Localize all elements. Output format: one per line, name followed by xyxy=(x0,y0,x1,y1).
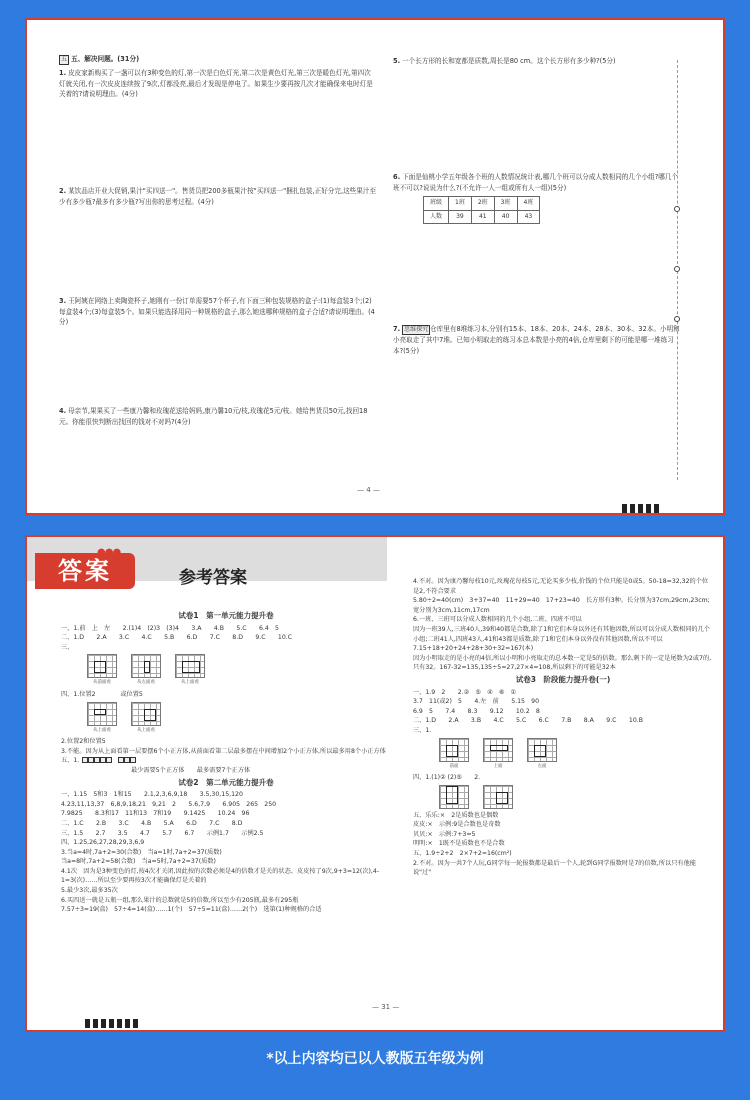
answer-line: 4.1次 因为是3种变色的灯,按4次才关闭,因此按的次数必须是4的倍数才是关的状态。皮皮按了9次,9+3=12(次),4-1=3(次)……所以至少要再按3次才能确保灯是关着的 xyxy=(61,867,380,885)
test1-title: 试卷1 第一单元能力提升卷 xyxy=(178,611,274,620)
answer-page xyxy=(25,535,725,1032)
page-number: — 4 — xyxy=(357,486,380,494)
page-number: — 31 — xyxy=(372,1003,400,1011)
binding-hole xyxy=(674,316,680,322)
answer-line: 7.9825 8.3和17 11和13 7和19 9.1425 10.24 96 xyxy=(61,810,250,818)
answer-line: 四、1.25,26,27,28,29,3,6,9 xyxy=(61,839,145,847)
view-grids: 从前面看 从左面看 从上面看 xyxy=(87,654,391,688)
answer-line: 贝贝:× 示例:7+3=5 xyxy=(413,830,476,838)
answer-line: 3.不能。因为从上面看第一层要摆6个小正方体,从前面看第二层最多摆在中间增加2个小正方体,所以最多用8个小正方体 xyxy=(61,747,386,755)
answer-line: 当a=8时,7a+2=58(合数) 当a=5时,7a+2=37(质数) xyxy=(61,858,216,866)
answers-left-column xyxy=(61,609,391,915)
answer-line: 6.9 5 7.4 8.3 9.12 10.2 8 xyxy=(413,707,540,715)
worksheet-page xyxy=(25,18,725,515)
answer-line: 三、1.5 2.7 3.5 4.7 5.7 6.7 示例1.7 示例2.5 xyxy=(61,829,264,837)
answer-header xyxy=(27,537,387,588)
corner-marks xyxy=(622,504,659,513)
answer-line: 因为一班39人,三班40人,39和40都是合数,除了1和它们本身以外还有其他因数,所以可以分成人数相同的几个小组;二班41人,四班43人,41和43都是质数,除了1和它们本身以外没有其他因数,所以不可以 xyxy=(413,625,710,643)
footnote: *以上内容均已以人教版五年级为例 xyxy=(266,1051,484,1067)
question-4: 4. 母亲节,果果买了一些康乃馨和玫瑰花送给妈妈,康乃馨10元/枝,玫瑰花5元/枝。她给售货员50元,找回18元。你能很快判断出找回的钱对不对吗?(4分) xyxy=(59,407,368,426)
answer-line: 4.23,11,13,37 6,8,9,18,21 9,21 2 5.6,7,9 6.905 265 250 xyxy=(61,800,277,808)
corner-marks xyxy=(85,1019,138,1028)
answer-line: 2.不对。因为一共7个人玩,G同学每一轮报数都是最后一个人,轮到G同学报数时是7的倍数,所以只有他能说"过" xyxy=(413,859,696,877)
answer-line: 2.位置2和位置5 xyxy=(61,738,106,746)
binding-hole xyxy=(674,206,680,212)
question-3: 3. 王阿姨在网络上卖陶瓷杯子,她刚有一份订单需要57个杯子,有下面三种包装规格的盒子:(1)每盒装3个;(2)每盒装4个;(3)每盒装5个。如果只能选择用同一种规格的盒子,那么她选哪种规格的盒子合适?请说明理由。(4分) xyxy=(59,297,375,326)
view-grids: 前面 上面 左面 xyxy=(439,738,713,772)
answer-title: 参考答案 xyxy=(179,568,247,588)
answer-line: 五、1. xyxy=(61,756,391,766)
view-grid xyxy=(527,738,557,762)
thinking-badge: 思维探究 xyxy=(404,326,429,333)
answer-line: 因为小明取走的是小亮的4倍,所以小明和小亮取走的总本数一定是5的倍数。那么剩下的一定是尾数为2或7的,只有32。167-32=135,135÷5=27,27×4=108,所以剩下的可能是32本 xyxy=(413,654,712,672)
view-grid xyxy=(131,702,161,726)
test3-title: 试卷3 阶段能力提升卷(一) xyxy=(515,674,611,684)
binding-hole xyxy=(674,266,680,272)
answer-line: 四、1.位置2 或位置5 xyxy=(61,690,143,698)
answer-line: 最少需要5个正方体 最多需要7个正方体 xyxy=(131,766,251,774)
answer-line: 明明:× 1既不是质数也不是合数 xyxy=(413,840,505,848)
view-grid xyxy=(87,654,117,678)
section-title: 五 五、解决问题。(31分) xyxy=(61,55,140,63)
answer-line: 一、1.9 2 2.② ⑤ ④ ⑥ ① xyxy=(413,688,517,696)
answer-line: 一、1.前 上 左 2.(1)4 (2)3 (3)4 3.A 4.B 5.C 6.4 5 xyxy=(61,624,279,632)
answer-line: 二、1.C 2.B 3.C 4.B 5.A 6.D 7.C 8.D xyxy=(61,819,243,827)
view-grid xyxy=(175,654,205,678)
answer-line: 5.最少3次,最多35次 xyxy=(61,887,118,895)
answers-right-column xyxy=(413,577,713,878)
question-1: 1. 皮皮家新购买了一盏可以有3种变色的灯,第一次是白色灯光,第二次是黄色灯光,第三次是暖色灯光,第四次灯就关闭,有一次皮皮连续按了9次,灯都没亮,最后才发现是停电了。如果生少要再按几次才能确保来电时灯是关着的?请说明理由。(4分) xyxy=(59,69,373,98)
class-size-table: 班级 1班 2班 3班 4班 人数 39 41 40 43 xyxy=(423,196,540,224)
view-grid xyxy=(131,654,161,678)
answer-line: 4.不对。因为康乃馨每枝10元,玫瑰花每枝5元,无论买多少枝,价钱的个位只能是0或5。50-18=32,32的个位是2,不符合要求 xyxy=(413,578,709,595)
answer-line: 皮皮:× 示例:9是合数也是奇数 xyxy=(413,821,501,829)
question-2: 2. 某饮品店开业大促销,果汁"买四送一"。售货员把200多瓶果汁按"买四送一"捆扎包装,正好分完,这些果汁至少有多少瓶?最多有多少瓶?写出你的思考过程。(4分) xyxy=(59,187,377,206)
view-grids: 从上面看 从上面看 xyxy=(87,702,391,736)
answer-line: 三、 xyxy=(61,643,74,651)
question-5: 5. 一个长方形的长和宽都是质数,周长是80 cm。这个长方形有多少种?(5分) xyxy=(393,57,616,65)
view-grid xyxy=(483,738,513,762)
answer-line: 5.80÷2=40(cm) 3+37=40 11+29=40 17+23=40 长方形有3种。长分别为37cm,29cm,23cm;宽分别为3cm,11cm,17cm xyxy=(413,597,710,614)
answer-line: 6.买四送一就是五瓶一组,那么果汁的总数就是5的倍数,所以至少有205瓶,最多有295瓶 xyxy=(61,896,299,904)
answer-line: 6.一班、三班可以分成人数相同的几个小组,二班、四班不可以 xyxy=(413,616,582,624)
question-6: 6. 下面是仙桃小学五年级各个班的人数情况统计表,哪几个班可以分成人数相同的几个小组?哪几个班不可以?说说为什么?(不允许一人一组或所有人一组)(5分) 班级 1班 2班 3班 4班 人数 39 41 40 43 xyxy=(393,172,683,224)
answer-line: 3.7 11(或2) 5 4.左 前 5.15 90 xyxy=(413,698,540,706)
answer-line: 3.当a=4时,7a+2=30(合数) 当a=1时,7a+2=37(质数) xyxy=(61,848,222,856)
answer-line: 三、1. xyxy=(413,726,432,734)
view-grids xyxy=(439,785,713,809)
view-grid xyxy=(483,785,513,809)
question-7: 7. 思维探究 仓库里有8堆练习本,分别有15本、18本、20本、24本、28本、30本、32本。小明和小亮取走了其中7堆。已知小明取走的练习本总本数是小亮的4倍,仓库里剩下的可能是哪一堆练习本?(5分) xyxy=(393,325,680,355)
answer-line: 7.15+18+20+24+28+30+32=167(本) xyxy=(413,645,534,653)
answer-line: 五、1.9÷2+2 2×7+2=16(cm²) xyxy=(413,850,512,858)
answer-line: 一、1.15 5和3 1和15 2.1,2,3,6,9,18 3.5,30,15,120 xyxy=(61,791,243,799)
answer-line: 二、1.D 2.A 3.B 4.C 5.C 6.C 7.B 8.A 9.C 10.B xyxy=(413,717,643,725)
answer-line: 四、1.(1)② (2)⑤ 2. xyxy=(413,774,481,782)
answer-banner: 答案 xyxy=(35,553,135,589)
test2-title: 试卷2 第二单元能力提升卷 xyxy=(178,777,274,787)
answer-line: 二、1.D 2.A 3.C 4.C 5.B 6.D 7.C 8.D 9.C 10.C xyxy=(61,634,293,642)
view-grid xyxy=(439,738,469,762)
answer-line: 五、乐乐:× 2是质数也是偶数 xyxy=(413,811,499,819)
view-grid xyxy=(87,702,117,726)
section-badge: 五 xyxy=(61,56,68,63)
answer-line: 7.57÷3=19(盒) 57÷4=14(盒)……1(个) 57÷5=11(盒)……2(个) 选第(1)种规格的合适 xyxy=(61,906,322,914)
view-grid xyxy=(439,785,469,809)
